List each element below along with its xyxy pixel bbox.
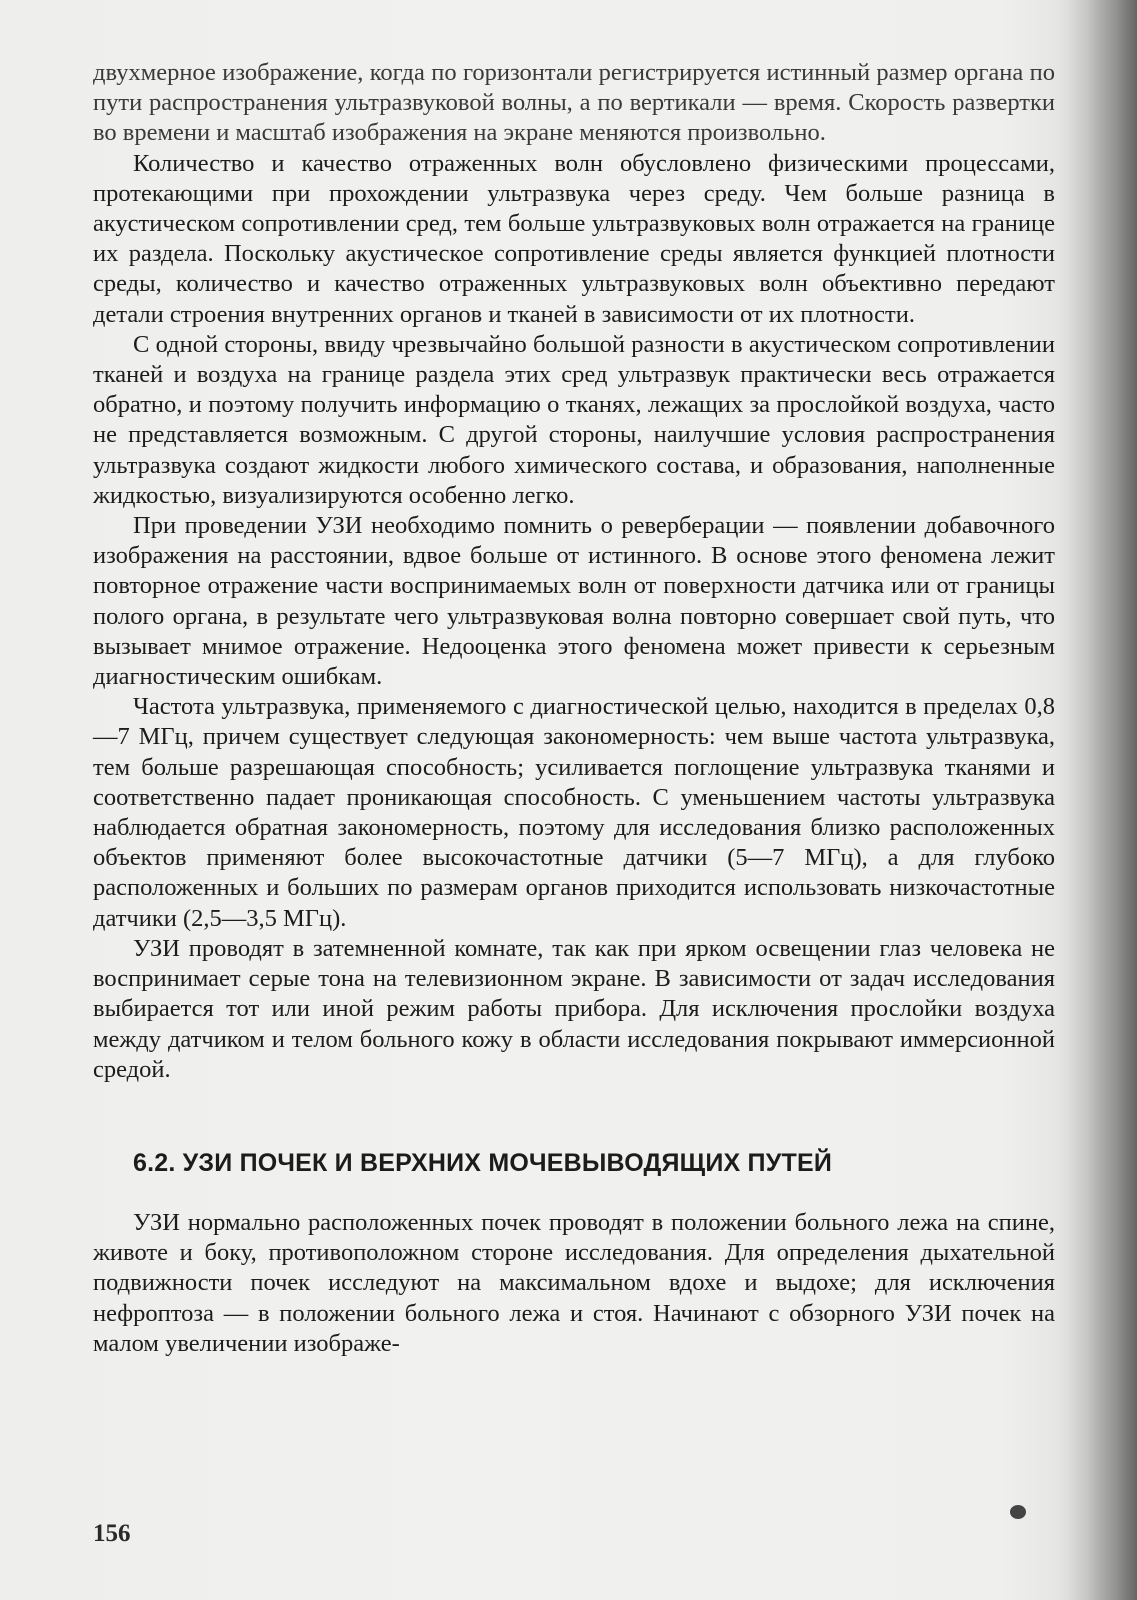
paragraph-kidney-exam: УЗИ нормально расположенных почек проводят в положении больного лежа на спине, животе и боку, противоположном стороне исследования. Для определения дыхательной подвижности почек исследуют на максимальном вдохе и выдохе; для исключения нефроптоза — в положении больного лежа и стоя. Начинают с обзорного УЗИ почек на малом увеличении изображе- — [93, 1208, 1055, 1357]
paragraph-frequency: Частота ультразвука, применяемого с диагностической целью, находится в пределах 0,8—7 МГц, причем существует следующая закономерность: чем выше частота ультразвука, тем больше разрешающая способность; усиливается поглощение ультразвука тканями и соответственно падает проникающая способность. С уменьшением частоты ультразвука наблюдается обратная закономерность, поэтому для исследования близко расположенных объектов применяют более высокочастотные датчики (5—7 МГц), а для глубоко расположенных и больших по размерам органов приходится использовать низкочастотные датчики (2,5—3,5 МГц). — [93, 693, 1055, 932]
section-heading: 6.2. УЗИ ПОЧЕК И ВЕРХНИХ МОЧЕВЫВОДЯЩИХ ПУТЕЙ — [133, 1148, 832, 1177]
paragraph-continued: двухмерное изображение, когда по горизонтали регистрируется истинный размер органа по пути распространения ультразвуковой волны, а по вертикали — время. Скорость развертки во времени и масштаб изображения на экране меняются произвольно. — [93, 59, 1055, 147]
paragraph-air-liquid: С одной стороны, ввиду чрезвычайно большой разности в акустическом сопротивлении тканей и воздуха на границе раздела этих сред ультразвук практически весь отражается обратно, и поэтому получить информацию о тканях, лежащих за прослойкой воздуха, часто не представляется возможным. С другой стороны, наилучшие условия распространения ультразвука создают жидкости любого химического состава, и образования, наполненные жидкостью, визуализируются особенно легко. — [93, 330, 1055, 509]
book-spine-shadow — [1067, 0, 1137, 1600]
page-number: 156 — [93, 1520, 131, 1547]
page-body — [93, 58, 1055, 1359]
paragraph-room-conditions: УЗИ проводят в затемненной комнате, так как при ярком освещении глаз человека не воспринимает серые тона на телевизионном экране. В зависимости от задач исследования выбирается тот или иной режим работы прибора. Для исключения прослойки воздуха между датчиком и телом больного кожу в области исследования покрывают иммерсионной средой. — [93, 934, 1055, 1083]
paragraph-reflected-waves: Количество и качество отраженных волн обусловлено физическими процессами, протекающими при прохождении ультразвука через среду. Чем больше разница в акустическом сопротивлении сред, тем больше ультразвуковых волн отражается на границе их раздела. Поскольку акустическое сопротивление среды является функцией плотности среды, количество и качество отраженных ультразвуковых волн объективно передают детали строения внутренних органов и тканей в зависимости от их плотности. — [93, 149, 1055, 328]
scan-dust-mark — [1010, 1505, 1026, 1519]
paragraph-reverberation: При проведении УЗИ необходимо помнить о реверберации — появлении добавочного изображения на расстоянии, вдвое больше от истинного. В основе этого феномена лежит повторное отражение части воспринимаемых волн от поверхности датчика или от границы полого органа, в результате чего ультразвуковая волна повторно совершает свой путь, что вызывает мнимое отражение. Недооценка этого феномена может привести к серьезным диагностическим ошибкам. — [93, 512, 1055, 691]
